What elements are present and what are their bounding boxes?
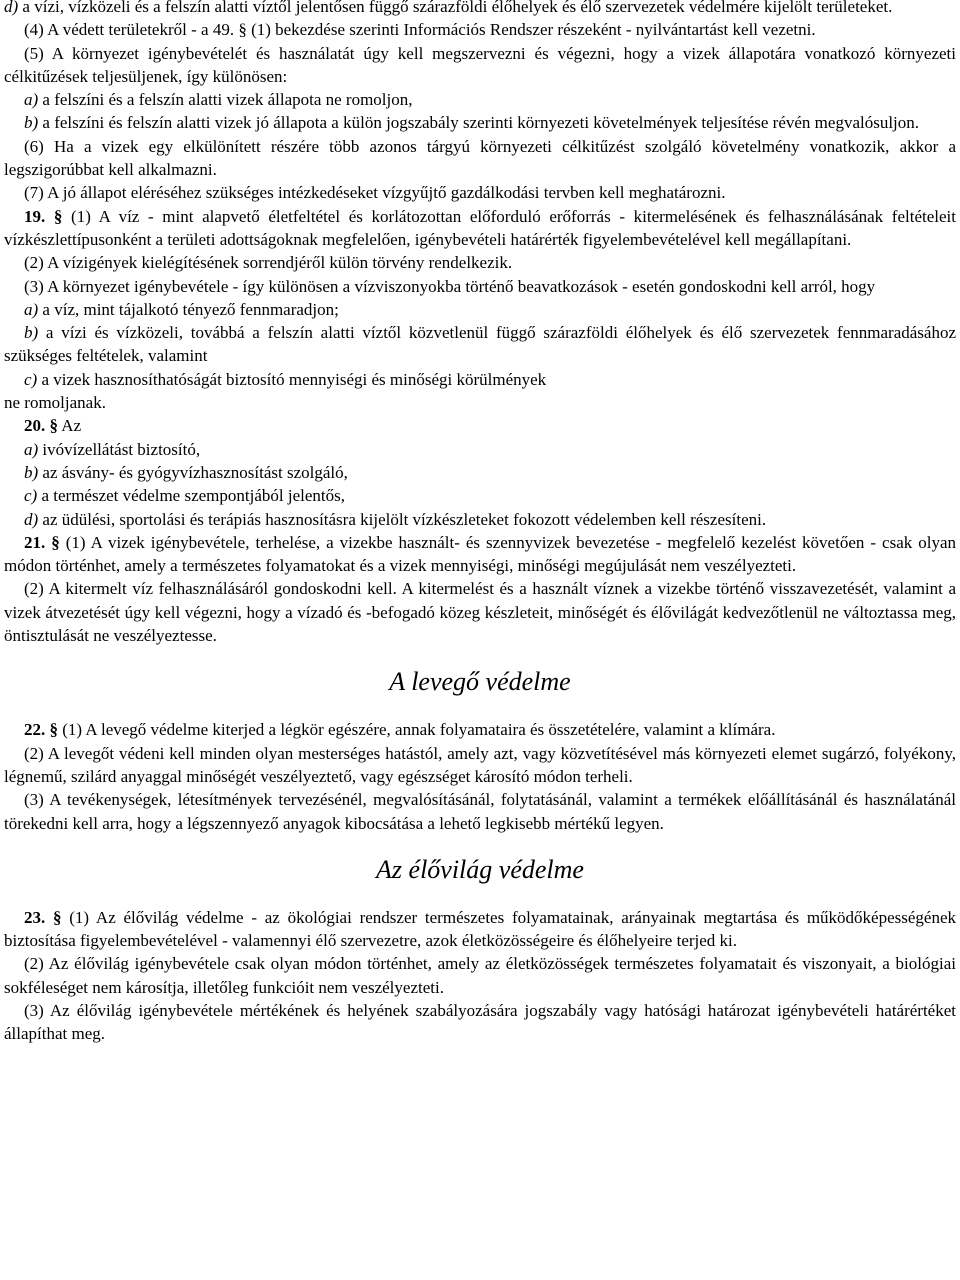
paragraph-text: (4) A védett területekről - a 49. § (1) bekezdése szerinti Információs Rendszer részeként - nyilvántartást kell vezetni. bbox=[24, 20, 816, 40]
paragraph-text: (1) A víz - mint alapvető életfeltétel és korlátozottan előforduló erőforrás - kitermelésének és felhasználásának feltételeit vízkészlettípusonként a területi adottságoknak megfelelően, igénybevételi határérték figyelembevételével kell megállapítani. bbox=[4, 206, 956, 249]
paragraph-text: (3) Az élővilág igénybevétele mértékének és helyének szabályozására jogszabály vagy hatósági határozat igénybevételi határértéket állapíthat meg. bbox=[4, 1000, 956, 1044]
paragraph-text: a felszíni és felszín alatti vizek jó állapota a külön jogszabály szerinti környezeti követelmények teljesítése révén megvalósuljon. bbox=[38, 113, 920, 133]
paragraph-p-22-3 bbox=[4, 788, 956, 835]
paragraph-p-19-3a bbox=[4, 298, 956, 321]
paragraph-text: a vízi és vízközeli, továbbá a felszín alatti víztől közvetlenül függő szárazföldi élőhelyek és élő szervezetek fennmaradásához szükséges feltételek, valamint bbox=[4, 323, 956, 366]
section-heading-biosphere: Az élővilág védelme bbox=[376, 854, 584, 884]
biosphere-protection-section bbox=[4, 906, 956, 1046]
paragraph-text: Az bbox=[58, 416, 82, 436]
paragraph-text: a természet védelme szempontjából jelentős, bbox=[37, 486, 345, 506]
paragraph-text: a vízi, vízközeli és a felszín alatti víztől jelentősen függő szárazföldi élőhelyek és élő szervezetek védelmére kijelölt területeket. bbox=[18, 0, 893, 16]
paragraph-text: (7) A jó állapot eléréséhez szükséges intézkedéseket vízgyűjtő gazdálkodási tervben kell meghatározni. bbox=[24, 183, 726, 203]
paragraph-text: (3) A tevékenységek, létesítmények tervezésénél, megvalósításánál, folytatásánál, valamint a termékek előállításánál és használatánál törekedni kell arra, hogy a légszennyező anyagok kibocsátása a lehető legkisebb mértékű legyen. bbox=[4, 790, 956, 833]
paragraph-p-d-top bbox=[4, 0, 956, 18]
paragraph-p-22 bbox=[4, 718, 956, 741]
paragraph-text: (6) Ha a vizek egy elkülönített részére több azonos tárgyú környezeti célkitűzést szolgáló követelmény vonatkozik, akkor a legszigorúbbat kell alkalmazni. bbox=[4, 136, 956, 180]
section-number: 20. § bbox=[24, 416, 58, 436]
paragraph-p-19-3 bbox=[4, 275, 956, 298]
paragraph-p-20b bbox=[4, 461, 956, 484]
item-label: d) bbox=[24, 509, 39, 529]
paragraph-p-7 bbox=[4, 181, 956, 204]
paragraph-text: (1) A vizek igénybevétele, terhelése, a vizekbe használt- és szennyvizek bevezetése - megfelelő kezelést követően - csak olyan módon történhet, amely a természetes folyamatokat és a vizek mennyiségi, minőségi megújulását nem veszélyezteti. bbox=[4, 532, 957, 576]
section-heading-air: A levegő védelme bbox=[389, 667, 571, 697]
paragraph-p-20c bbox=[4, 484, 956, 507]
paragraph-p-22-2 bbox=[4, 742, 956, 789]
water-protection-section bbox=[4, 0, 956, 647]
paragraph-p-20d bbox=[4, 508, 956, 531]
item-label: a) bbox=[24, 439, 39, 459]
paragraph-p-21 bbox=[4, 531, 956, 578]
paragraph-text: az üdülési, sportolási és terápiás hasznosításra kijelölt vízkészleteket fokozott védelemben kell részesíteni. bbox=[38, 509, 767, 529]
item-label: d) bbox=[4, 0, 19, 16]
paragraph-p-19-3c bbox=[4, 368, 956, 391]
paragraph-text: (2) A kitermelt víz felhasználásáról gondoskodni kell. A kitermelést és a használt víznek a vizekbe történő visszavezetését, valamint a vizek átvezetését úgy kell végezni, hogy a vízadó és -befogadó közeg készleteit, minőségét és élővilágát kedvezőtlenül ne változtassa meg, öntisztulását ne veszélyeztesse. bbox=[4, 579, 956, 646]
paragraph-text: a felszíni és a felszín alatti vizek állapota ne romoljon, bbox=[38, 90, 413, 110]
paragraph-text: (1) A levegő védelme kiterjed a légkör egészére, annak folyamataira és összetételére, valamint a klímára. bbox=[58, 720, 776, 740]
paragraph-p-19-end bbox=[4, 391, 956, 414]
item-label: b) bbox=[24, 323, 39, 343]
paragraph-text: ivóvízellátást biztosító, bbox=[38, 439, 201, 459]
item-label: a) bbox=[24, 90, 39, 110]
paragraph-p-4 bbox=[4, 18, 956, 41]
paragraph-text: (3) A környezet igénybevétele - így különösen a vízviszonyokba történő beavatkozások - esetén gondoskodni kell arról, hogy bbox=[24, 276, 876, 296]
paragraph-text: a vizek hasznosíthatóságát biztosító mennyiségi és minőségi körülmények bbox=[37, 369, 547, 389]
paragraph-p-5 bbox=[4, 42, 956, 89]
paragraph-p-21-2 bbox=[4, 577, 956, 647]
paragraph-p-23-3 bbox=[4, 999, 956, 1046]
item-label: c) bbox=[24, 486, 38, 506]
section-number: 23. § bbox=[24, 907, 62, 927]
paragraph-p-23-2 bbox=[4, 952, 956, 999]
paragraph-text: (2) Az élővilág igénybevétele csak olyan módon történhet, amely az életközösségek természetes folyamatait és viszonyait, a biológiai sokféleséget nem károsítja, illetőleg funkcióit nem veszélyezteti. bbox=[4, 954, 956, 997]
air-protection-section bbox=[4, 718, 956, 834]
paragraph-text: (2) A vízigények kielégítésének sorrendjéről külön törvény rendelkezik. bbox=[24, 253, 513, 273]
paragraph-p-5a bbox=[4, 88, 956, 111]
paragraph-text: (2) A levegőt védeni kell minden olyan mesterséges hatástól, amely azt, vagy közvetítésével más környezeti elemet sugárzó, folyékony, légnemű, szilárd anyaggal minőségét veszélyeztető, vagy egészséget károsító módon terheli. bbox=[4, 743, 956, 786]
section-number: 22. § bbox=[24, 720, 58, 740]
paragraph-p-6 bbox=[4, 135, 956, 182]
paragraph-p-5b bbox=[4, 111, 956, 134]
paragraph-p-20a bbox=[4, 438, 956, 461]
paragraph-text: (1) Az élővilág védelme - az ökológiai rendszer természetes folyamatainak, arányainak megtartása és működőképességének biztosítása figyelembevételével - valamennyi élő szervezetre, azok életközösségeire és élőhelyeire terjed ki. bbox=[4, 907, 957, 951]
paragraph-text: ne romoljanak. bbox=[4, 393, 106, 413]
paragraph-text: az ásvány- és gyógyvízhasznosítást szolgáló, bbox=[38, 462, 348, 482]
paragraph-p-19-3b bbox=[4, 321, 956, 368]
item-label: b) bbox=[24, 462, 39, 482]
item-label: b) bbox=[24, 113, 39, 133]
paragraph-text: a víz, mint tájalkotó tényező fennmaradjon; bbox=[38, 299, 339, 319]
paragraph-p-20 bbox=[4, 414, 956, 437]
item-label: c) bbox=[24, 369, 38, 389]
paragraph-p-19-2 bbox=[4, 251, 956, 274]
section-number: 19. § bbox=[24, 206, 63, 226]
paragraph-p-23 bbox=[4, 906, 956, 953]
item-label: a) bbox=[24, 299, 39, 319]
paragraph-p-19 bbox=[4, 205, 956, 252]
paragraph-text: (5) A környezet igénybevételét és használatát úgy kell megszervezni és végezni, hogy a vizek állapotára vonatkozó környezeti célkitűzések teljesüljenek, így különösen: bbox=[4, 43, 956, 86]
section-number: 21. § bbox=[24, 532, 60, 552]
